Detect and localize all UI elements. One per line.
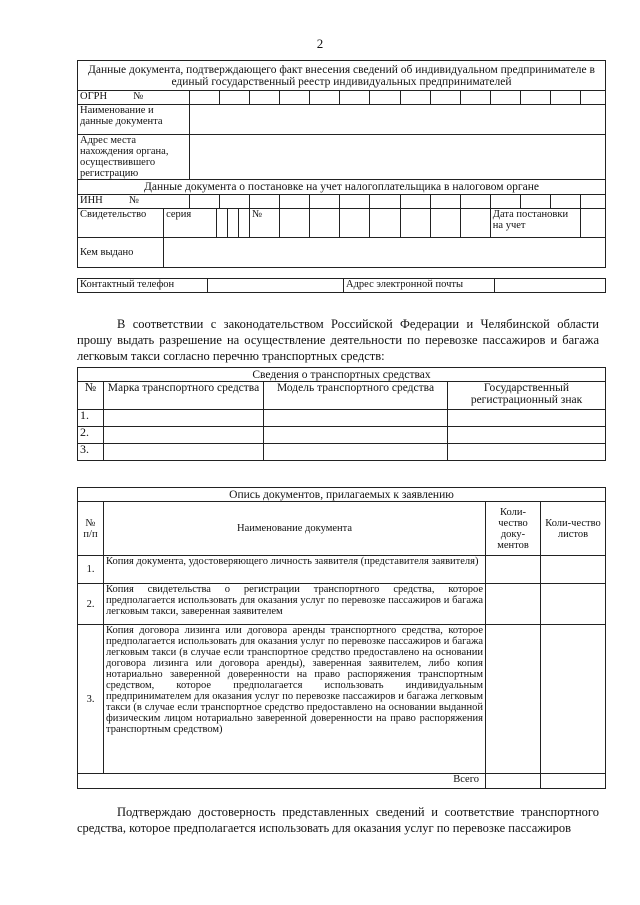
issued-by-field[interactable] — [164, 238, 606, 268]
certificate-label: Свидетельство — [78, 209, 164, 238]
inventory-total-sheets-field[interactable] — [541, 774, 606, 789]
inventory-header-name: Наименование документа — [104, 502, 486, 556]
ogrn-cell[interactable] — [581, 91, 606, 105]
cert-number-cell[interactable] — [430, 209, 460, 238]
vehicle-plate-field[interactable] — [448, 410, 606, 427]
issued-by-label: Кем выдано — [78, 238, 164, 268]
series-cell[interactable] — [227, 209, 238, 237]
vehicles-header-plate: Государственный регистрационный знак — [448, 382, 606, 410]
inventory-row-text: Копия свидетельства о регистрации транспортного средства, которое предполагается использовать для оказания услуг по перевозке пассажиров и багажа легковым такси, заверенная заявителем — [104, 584, 486, 625]
inn-cell[interactable] — [310, 195, 340, 209]
email-label: Адрес электронной почты — [344, 279, 495, 293]
vehicle-row — [78, 427, 606, 444]
vehicles-title: Сведения о транспортных средствах — [78, 368, 606, 382]
inventory-row — [78, 556, 606, 584]
series-cell[interactable] — [216, 209, 227, 237]
registry-title: Данные документа, подтверждающего факт внесения сведений об индивидуальном предпринимателе в единый государственный реестр индивидуальных предпринимателей — [78, 61, 606, 91]
vehicle-brand-field[interactable] — [104, 427, 264, 444]
ogrn-cell[interactable] — [430, 91, 460, 105]
inn-cell[interactable] — [370, 195, 400, 209]
vehicles-table — [77, 367, 606, 461]
inn-cell[interactable] — [220, 195, 250, 209]
cert-number-cell[interactable] — [370, 209, 400, 238]
inventory-total-label: Всего — [78, 774, 486, 789]
registry-table — [77, 60, 606, 268]
ogrn-cell[interactable] — [220, 91, 250, 105]
inventory-row-num: 1. — [78, 556, 104, 584]
inn-cell[interactable] — [430, 195, 460, 209]
cert-number-cell[interactable] — [460, 209, 490, 238]
vehicle-model-field[interactable] — [264, 427, 448, 444]
page-number: 2 — [316, 36, 324, 51]
inventory-docs-field[interactable] — [486, 625, 541, 774]
inventory-sheets-field[interactable] — [541, 556, 606, 584]
ogrn-cell[interactable] — [460, 91, 490, 105]
cert-number-cell[interactable] — [340, 209, 370, 238]
confirm-text: Подтверждаю достоверность представленных сведений и соответствие транспортного средства, которое предполагается использовать для оказания услуг по перевозке пассажиров — [77, 805, 599, 835]
inn-cell[interactable] — [581, 195, 606, 209]
document-name-field[interactable] — [190, 105, 606, 135]
vehicle-row-num: 1. — [78, 410, 104, 427]
tax-title: Данные документа о постановке на учет налогоплательщика в налоговом органе — [78, 180, 606, 195]
phone-field[interactable] — [208, 279, 344, 293]
ogrn-cell[interactable] — [190, 91, 220, 105]
ogrn-cell[interactable] — [310, 91, 340, 105]
inventory-title: Опись документов, прилагаемых к заявлению — [78, 488, 606, 502]
inn-cell[interactable] — [250, 195, 280, 209]
inn-cell[interactable] — [490, 195, 520, 209]
registration-address-label: Адрес места нахождения органа, осуществившего регистрацию — [78, 135, 190, 180]
inn-cell[interactable] — [190, 195, 220, 209]
inventory-header-docs: Коли-чество доку-ментов — [486, 502, 541, 556]
contacts-table — [77, 278, 606, 293]
vehicle-brand-field[interactable] — [104, 410, 264, 427]
vehicle-row — [78, 410, 606, 427]
inn-cell[interactable] — [550, 195, 580, 209]
inventory-row-num: 3. — [78, 625, 104, 774]
cert-number-cell[interactable] — [400, 209, 430, 238]
vehicle-brand-field[interactable] — [104, 444, 264, 461]
ogrn-cell[interactable] — [340, 91, 370, 105]
ogrn-cell[interactable] — [520, 91, 550, 105]
vehicle-row-num: 2. — [78, 427, 104, 444]
vehicles-header-brand: Марка транспортного средства — [104, 382, 264, 410]
ogrn-cell[interactable] — [550, 91, 580, 105]
vehicles-header-num: № — [78, 382, 104, 410]
series-label: серия — [166, 209, 192, 220]
ogrn-cell[interactable] — [280, 91, 310, 105]
inventory-row — [78, 584, 606, 625]
inn-cell[interactable] — [340, 195, 370, 209]
cert-number-cell[interactable] — [280, 209, 310, 238]
inventory-row-text: Копия договора лизинга или договора аренды транспортного средства, которое предполагается использовать для оказания услуг по перевозке пассажиров и багажа легковым такси (в случае если транспортное средство предоставлено на основании договора лизинга или договора аренды), заверенная заявителем, либо копия нотариально заверенной доверенности на право распоряжения транспортным средством, которое предполагается использовать индивидуальным предпринимателем для оказания услуг по перевозке пассажиров и багажа легковым такси (в случае если транспортное средство предоставлено на основании выданной физическим лицом нотариально заверенной доверенности на право распоряжения транспортным средством) — [104, 625, 486, 774]
inventory-total-docs-field[interactable] — [486, 774, 541, 789]
vehicle-row-num: 3. — [78, 444, 104, 461]
inn-cell[interactable] — [280, 195, 310, 209]
inventory-row — [78, 625, 606, 774]
inn-cell[interactable] — [400, 195, 430, 209]
registration-date-label: Дата постановки на учет — [490, 209, 580, 238]
registration-date-field[interactable] — [581, 209, 606, 238]
email-field[interactable] — [495, 279, 606, 293]
inventory-sheets-field[interactable] — [541, 584, 606, 625]
vehicle-plate-field[interactable] — [448, 444, 606, 461]
inventory-row-text: Копия документа, удостоверяющего личность заявителя (представителя заявителя) — [104, 556, 486, 584]
series-cell[interactable] — [238, 209, 249, 237]
inn-label: ИНН № — [78, 195, 190, 209]
inventory-sheets-field[interactable] — [541, 625, 606, 774]
inventory-docs-field[interactable] — [486, 584, 541, 625]
inventory-docs-field[interactable] — [486, 556, 541, 584]
phone-label: Контактный телефон — [78, 279, 208, 293]
ogrn-cell[interactable] — [250, 91, 280, 105]
request-text: В соответствии с законодательством Российской Федерации и Челябинской области прошу выдать разрешение на осуществление деятельности по перевозке пассажиров и багажа легковым такси согласно перечню транспортных средств: — [77, 317, 599, 363]
inventory-header-num: № п/п — [78, 502, 104, 556]
ogrn-cell[interactable] — [490, 91, 520, 105]
inn-cell[interactable] — [520, 195, 550, 209]
ogrn-cell[interactable] — [400, 91, 430, 105]
certificate-number-label: № — [250, 209, 280, 238]
registration-address-field[interactable] — [190, 135, 606, 180]
inventory-header-sheets: Коли-чество листов — [541, 502, 606, 556]
confirm-paragraph — [77, 804, 599, 836]
vehicle-model-field[interactable] — [264, 410, 448, 427]
inventory-table — [77, 487, 606, 789]
vehicles-header-model: Модель транспортного средства — [264, 382, 448, 410]
document-name-label: Наименование и данные документа — [78, 105, 190, 135]
vehicle-row — [78, 444, 606, 461]
ogrn-label: ОГРН № — [78, 91, 190, 105]
cert-number-cell[interactable] — [310, 209, 340, 238]
inventory-row-num: 2. — [78, 584, 104, 625]
vehicle-plate-field[interactable] — [448, 427, 606, 444]
ogrn-cell[interactable] — [370, 91, 400, 105]
request-paragraph — [77, 316, 599, 364]
vehicle-model-field[interactable] — [264, 444, 448, 461]
inn-cell[interactable] — [460, 195, 490, 209]
